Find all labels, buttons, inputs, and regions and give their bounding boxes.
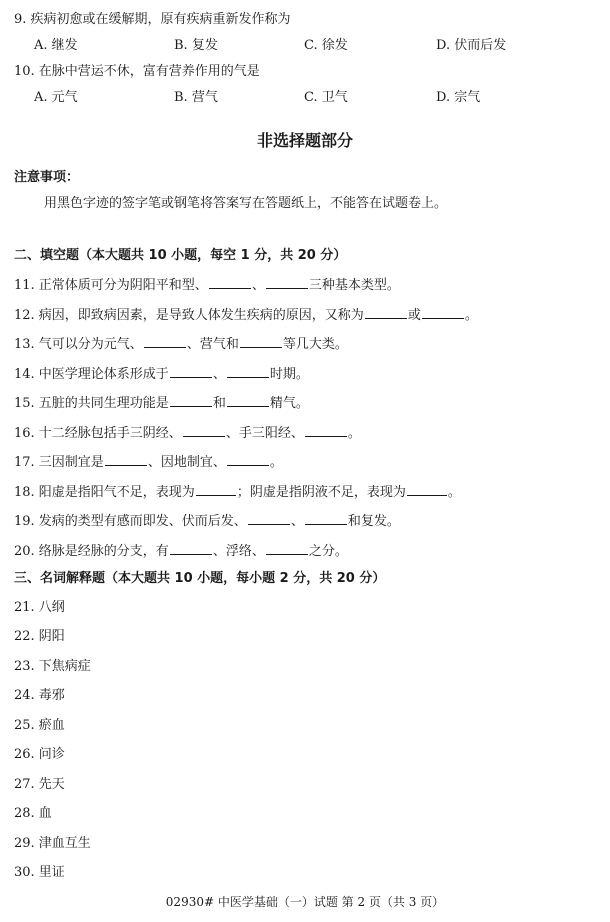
answer-blank: [266, 276, 308, 289]
fill-item-19: 19. 发病的类型有感而即发、伏而后发、 、 和复发。: [14, 514, 400, 529]
fill-item-13: 13. 气可以分为元气、 、营气和 等几大类。: [14, 337, 348, 352]
answer-blank: [240, 335, 282, 348]
answer-blank: [305, 512, 347, 525]
page-footer: 02930# 中医学基础（一）试题 第 2 页（共 3 页）: [165, 895, 445, 909]
term-item: 23. 下焦病症: [14, 659, 91, 674]
answer-blank: [144, 335, 186, 348]
section-title: 非选择题部分: [256, 131, 353, 150]
answer-blank: [248, 512, 290, 525]
answer-blank: [196, 483, 236, 496]
answer-blank: [209, 276, 251, 289]
term-item: 24. 毒邪: [14, 688, 65, 703]
answer-blank: [407, 483, 447, 496]
option-10b: B. 营气: [174, 90, 218, 105]
term-item: 21. 八纲: [14, 600, 65, 615]
answer-blank: [266, 542, 308, 555]
term-item: 25. 瘀血: [14, 718, 65, 733]
term-item: 26. 问诊: [14, 747, 65, 762]
fill-item-11: 11. 正常体质可分为阴阳平和型、 、 三种基本类型。: [14, 278, 400, 293]
term-item: 30. 里证: [14, 865, 65, 880]
answer-blank: [170, 542, 212, 555]
answer-blank: [422, 306, 464, 319]
question-10: 10. 在脉中营运不休，富有营养作用的气是: [14, 64, 260, 79]
terms-heading: 三、名词解释题（本大题共 10 小题，每小题 2 分，共 20 分）: [14, 571, 386, 586]
term-item: 29. 津血互生: [14, 836, 91, 851]
answer-blank: [183, 424, 225, 437]
fill-item-15: 15. 五脏的共同生理功能是 和 精气。: [14, 396, 309, 411]
answer-blank: [305, 424, 347, 437]
option-10c: C. 卫气: [304, 90, 348, 105]
term-item: 28. 血: [14, 806, 52, 821]
option-9d: D. 伏而后发: [436, 38, 507, 53]
fill-item-20: 20. 络脉是经脉的分支，有 、浮络、 之分。: [14, 544, 348, 559]
fill-heading: 二、填空题（本大题共 10 小题，每空 1 分，共 20 分）: [14, 248, 347, 263]
option-9c: C. 徐发: [304, 38, 348, 53]
answer-blank: [227, 453, 269, 466]
answer-blank: [227, 365, 269, 378]
fill-item-16: 16. 十二经脉包括手三阴经、 、手三阳经、 。: [14, 426, 361, 441]
notice-text: 用黑色字迹的签字笔或钢笔将答案写在答题纸上，不能答在试题卷上。: [44, 196, 448, 211]
question-9: 9. 疾病初愈或在缓解期，原有疾病重新发作称为: [14, 12, 291, 27]
fill-item-18: 18. 阳虚是指阳气不足，表现为 ；阴虚是指阴液不足，表现为 。: [14, 485, 461, 500]
fill-item-12: 12. 病因，即致病因素，是导致人体发生疾病的原因，又称为 或 。: [14, 308, 478, 323]
answer-blank: [170, 365, 212, 378]
answer-blank: [227, 394, 269, 407]
fill-item-17: 17. 三因制宜是 、因地制宜、 。: [14, 455, 283, 470]
option-10a: A. 元气: [34, 90, 78, 105]
answer-blank: [365, 306, 407, 319]
term-item: 22. 阴阳: [14, 629, 65, 644]
notice-heading: 注意事项：: [14, 170, 80, 185]
term-item: 27. 先天: [14, 777, 65, 792]
option-9a: A. 继发: [34, 38, 78, 53]
fill-item-14: 14. 中医学理论体系形成于 、 时期。: [14, 367, 309, 382]
option-9b: B. 复发: [174, 38, 218, 53]
answer-blank: [105, 453, 147, 466]
option-10d: D. 宗气: [436, 90, 481, 105]
answer-blank: [170, 394, 212, 407]
